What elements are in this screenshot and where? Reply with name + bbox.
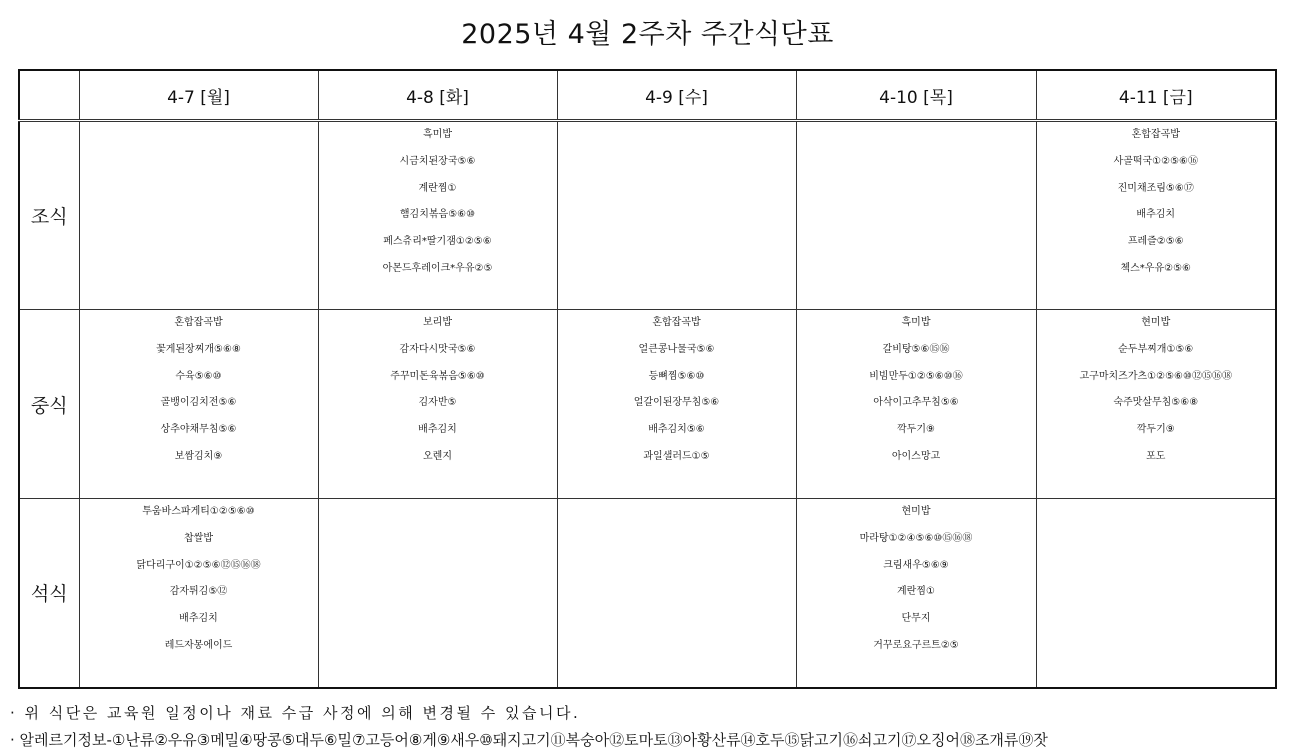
menu-item: 시금치된장국⑤⑥ bbox=[399, 155, 476, 167]
page-title: 2025년 4월 2주차 주간식단표 bbox=[461, 19, 834, 50]
menu-cell-thu bbox=[796, 121, 1036, 310]
weekly-menu-table bbox=[18, 69, 1277, 689]
menu-item: 마라탕①②④⑤⑥⑩⑮⑯⑱ bbox=[859, 532, 973, 544]
menu-cell-fri bbox=[1036, 310, 1276, 499]
menu-item: 갈비탕⑤⑥⑮⑯ bbox=[882, 343, 950, 355]
menu-item: 아몬드후레이크*우유②⑤ bbox=[382, 262, 493, 274]
menu-item: 배추김치 bbox=[179, 613, 218, 625]
menu-item: 숙주맛살무침⑤⑥⑧ bbox=[1113, 397, 1199, 409]
menu-item: 배추김치 bbox=[418, 424, 457, 436]
menu-item: 오렌지 bbox=[423, 450, 452, 462]
menu-item: 첵스*우유②⑤⑥ bbox=[1120, 262, 1192, 274]
menu-cell-mon bbox=[79, 499, 318, 688]
menu-item: 프레즐②⑤⑥ bbox=[1127, 236, 1184, 248]
menu-item: 크림새우⑤⑥⑨ bbox=[883, 559, 949, 571]
menu-item: 보쌈김치⑨ bbox=[174, 450, 223, 462]
menu-cell-fri bbox=[1036, 121, 1276, 310]
menu-item: 투움바스파게티①②⑤⑥⑩ bbox=[142, 506, 255, 517]
menu-item: 깍두기⑨ bbox=[897, 424, 935, 436]
menu-item: 비빔만두①②⑤⑥⑩⑯ bbox=[869, 370, 963, 382]
menu-item: 거꾸로요구르트②⑤ bbox=[873, 639, 959, 651]
menu-item: 주꾸미돈육볶음⑤⑥⑩ bbox=[390, 370, 485, 382]
menu-item: 햄김치볶음⑤⑥⑩ bbox=[399, 209, 476, 221]
menu-item: 배추김치⑤⑥ bbox=[648, 424, 705, 436]
menu-item: 현미밥 bbox=[1141, 317, 1171, 328]
menu-cell-fri bbox=[1036, 499, 1276, 688]
menu-item: 혼합잡곡밥 bbox=[174, 317, 223, 328]
menu-item: 레드자몽에이드 bbox=[164, 639, 233, 651]
meal-label: 조식 bbox=[19, 121, 79, 310]
day-header-fri: 4-11 [금] bbox=[1036, 70, 1276, 121]
day-header-mon: 4-7 [월] bbox=[79, 70, 318, 121]
corner-cell bbox=[19, 70, 79, 121]
meal-label: 중식 bbox=[19, 310, 79, 499]
menu-item: 아삭이고추무침⑤⑥ bbox=[873, 397, 959, 409]
notes bbox=[10, 700, 1048, 754]
menu-item: 감자다시맛국⑤⑥ bbox=[399, 343, 476, 355]
menu-item: 계란찜① bbox=[418, 182, 457, 194]
menu-item: 얼갈이된장무침⑤⑥ bbox=[633, 397, 720, 409]
menu-item: 포도 bbox=[1146, 450, 1166, 462]
menu-item: 단무지 bbox=[901, 613, 931, 625]
menu-item: 진미채조림⑤⑥⑰ bbox=[1117, 182, 1194, 194]
menu-cell-wed bbox=[557, 121, 796, 310]
menu-item: 깍두기⑨ bbox=[1136, 424, 1175, 436]
menu-item: 보리밥 bbox=[423, 317, 452, 328]
allergy-info: · 알레르기정보-①난류②우유③메밀④땅콩⑤대두⑥밀⑦고등어⑧게⑨새우⑩돼지고기⑪복숭아⑫토마토⑬아황산류⑭호두⑮닭고기⑯쇠고기⑰오징어⑱조개류⑲잣 bbox=[10, 731, 1048, 749]
menu-item: 흑미밥 bbox=[423, 129, 452, 140]
menu-cell-wed bbox=[557, 310, 796, 499]
menu-item: 순두부찌개①⑤⑥ bbox=[1118, 343, 1194, 355]
menu-item: 상추야채무침⑤⑥ bbox=[160, 424, 237, 436]
day-header-thu: 4-10 [목] bbox=[796, 70, 1036, 121]
menu-cell-mon bbox=[79, 121, 318, 310]
menu-item: 현미밥 bbox=[901, 506, 931, 517]
menu-item: 골뱅이김치전⑤⑥ bbox=[160, 397, 237, 409]
meal-row bbox=[19, 121, 1276, 310]
menu-item: 사골떡국①②⑤⑥⑯ bbox=[1113, 155, 1198, 167]
menu-cell-thu bbox=[796, 499, 1036, 688]
day-header-wed: 4-9 [수] bbox=[557, 70, 796, 121]
header-row bbox=[19, 70, 1276, 121]
meal-label: 석식 bbox=[19, 499, 79, 688]
menu-item: 계란찜① bbox=[897, 586, 935, 598]
change-notice: · 위 식단은 교육원 일정이나 재료 수급 사정에 의해 변경될 수 있습니다. bbox=[10, 704, 581, 722]
menu-item: 페스츄리*딸기잼①②⑤⑥ bbox=[383, 236, 492, 248]
menu-item: 꽃게된장찌개⑤⑥⑧ bbox=[156, 343, 241, 355]
day-header-tue: 4-8 [화] bbox=[318, 70, 557, 121]
menu-item: 찹쌀밥 bbox=[184, 532, 213, 544]
menu-cell-mon bbox=[79, 310, 318, 499]
menu-item: 아이스망고 bbox=[891, 450, 941, 462]
menu-cell-tue bbox=[318, 121, 557, 310]
menu-item: 닭다리구이①②⑤⑥⑫⑮⑯⑱ bbox=[136, 559, 261, 571]
menu-cell-wed bbox=[557, 499, 796, 688]
menu-item: 고구마치즈가츠①②⑤⑥⑩⑫⑮⑯⑱ bbox=[1079, 370, 1232, 382]
meal-row bbox=[19, 499, 1276, 688]
menu-item: 감자튀김⑤⑫ bbox=[169, 586, 228, 598]
menu-item: 김자반⑤ bbox=[418, 397, 457, 409]
menu-item: 흑미밥 bbox=[901, 317, 931, 328]
menu-item: 혼합잡곡밥 bbox=[1131, 129, 1180, 140]
menu-item: 수육⑤⑥⑩ bbox=[175, 370, 222, 382]
menu-item: 배추김치 bbox=[1136, 209, 1176, 221]
menu-cell-tue bbox=[318, 310, 557, 499]
menu-cell-tue bbox=[318, 499, 557, 688]
meal-row bbox=[19, 310, 1276, 499]
menu-cell-thu bbox=[796, 310, 1036, 499]
menu-item: 혼합잡곡밥 bbox=[652, 317, 701, 328]
menu-item: 등뼈찜⑤⑥⑩ bbox=[648, 370, 705, 382]
menu-item: 얼큰콩나물국⑤⑥ bbox=[638, 343, 715, 355]
menu-item: 과일샐러드①⑤ bbox=[643, 450, 710, 462]
